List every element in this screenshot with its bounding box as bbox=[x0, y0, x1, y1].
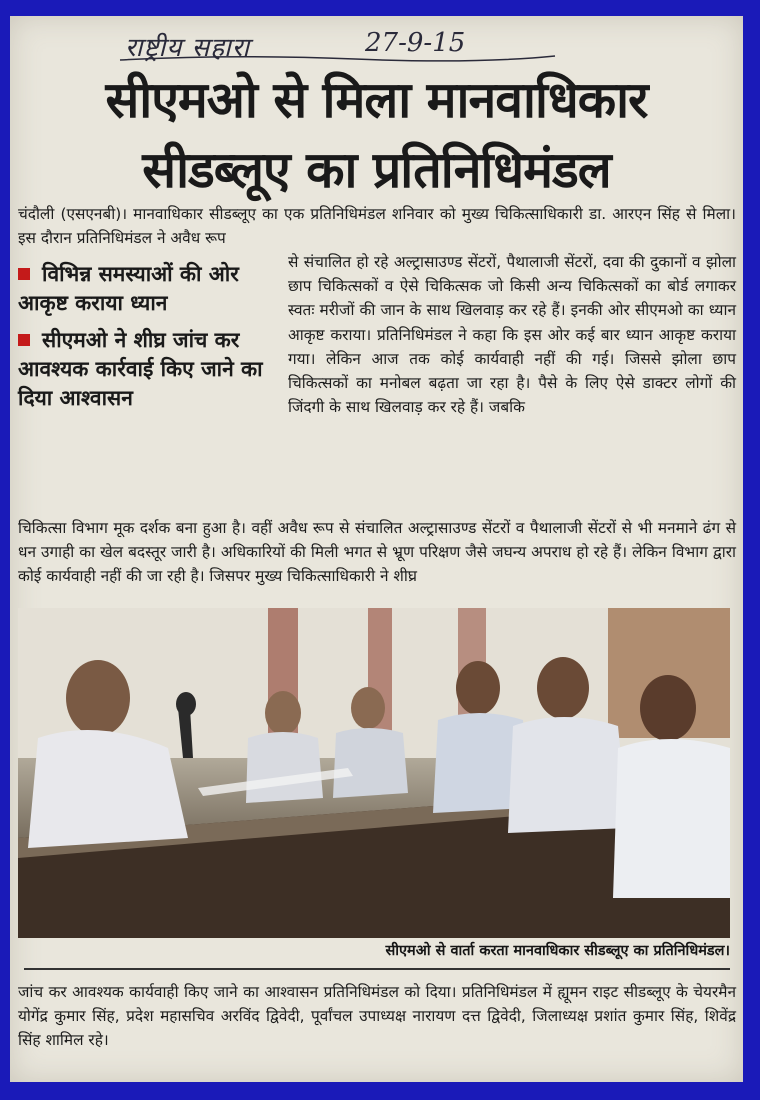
article-tail bbox=[18, 980, 736, 1053]
column-paragraph: से संचालित हो रहे अल्ट्रासाउण्ड सेंटरों, पैथालाजी सेंटरों, दवा की दुकानों व झोला छाप चिकित्सकों व ऐसे चिकित्सक जो किसी अन्य चिकित्सकों का बोर्ड लगाकर स्वतः मरीजों की जान के साथ खिलवाड़ कर रहे हैं। इनकी ओर सीएमओ का ध्यान आकृष्ट कराया। प्रतिनिधिमंडल ने कहा कि इस ओर कई बार ध्यान आकृष्ट कराया गया। लेकिन आज तक कोई कार्यवाही नहीं की गई। जिससे झोला छाप चिकित्सकों का मनोबल बढ़ता जा रहा है। पैसे के लिए ऐसे डाक्टर लोगों की जिंदगी के साथ खिलवाड़ कर रहे हैं। जबकि bbox=[288, 253, 736, 417]
handwritten-note bbox=[115, 26, 575, 66]
highlight-text: सीएमओ ने शीघ्र जांच कर आवश्यक कार्रवाई किए जाने का दिया आश्वासन bbox=[18, 328, 263, 410]
article-column bbox=[288, 250, 736, 419]
news-photo bbox=[18, 608, 730, 938]
highlight-item bbox=[18, 326, 280, 413]
lead-paragraph: चंदौली (एसएनबी)। मानवाधिकार सीडब्लूए का एक प्रतिनिधिमंडल शनिवार को मुख्य चिकित्साधिकारी डा. आरएन सिंह से मिला। इस दौरान प्रतिनिधिमंडल ने अवैध रूप bbox=[18, 205, 736, 248]
highlight-text: विभिन्न समस्याओं की ओर आकृष्ट कराया ध्यान bbox=[18, 262, 239, 315]
highlight-item bbox=[18, 260, 280, 318]
highlights-box bbox=[18, 260, 280, 421]
red-square-bullet-icon bbox=[18, 334, 30, 346]
meeting-scene-illustration bbox=[18, 608, 730, 938]
tail-paragraph: जांच कर आवश्यक कार्यवाही किए जाने का आश्वासन प्रतिनिधिमंडल को दिया। प्रतिनिधिमंडल में ह्यूमन राइट सीडब्लूए के चेयरमैन योगेंद्र कुमार सिंह, प्रदेश महासचिव अरविंद द्विवेदी, पूर्वांचल उपाध्यक्ष नारायण दत्त द्विवेदी, जिलाध्यक्ष प्रशांत कुमार सिंह, शिवेंद्र सिंह शामिल रहे। bbox=[18, 983, 736, 1050]
handwritten-date: 27-9-15 bbox=[365, 28, 466, 58]
handwritten-publication: राष्ट्रीय सहारा bbox=[125, 33, 251, 63]
newspaper-clipping bbox=[10, 16, 743, 1082]
article-lead bbox=[18, 202, 736, 250]
headline-line-1: सीएमओ से मिला मानवाधिकार bbox=[105, 71, 648, 129]
red-square-bullet-icon bbox=[18, 268, 30, 280]
article-continued bbox=[18, 516, 736, 589]
continued-paragraph: चिकित्सा विभाग मूक दर्शक बना हुआ है। वहीं अवैध रूप से संचालित अल्ट्रासाउण्ड सेंटरों व पैथालाजी सेंटरों से भी मनमाने ढंग से धन उगाही का खेल बदस्तूर जारी है। अधिकारियों की मिली भगत से भ्रूण परिक्षण जैसे जघन्य अपराध हो रहे हैं। लेकिन विभाग द्वारा कोई कार्यवाही नहीं की जा रही है। जिसपर मुख्य चिकित्साधिकारी ने शीघ्र bbox=[18, 519, 736, 586]
caption-divider bbox=[24, 968, 730, 970]
photo-caption: सीएमओ से वार्ता करता मानवाधिकार सीडब्लूए का प्रतिनिधिमंडल। bbox=[385, 943, 730, 959]
headline-line-2: सीडब्लूए का प्रतिनिधिमंडल bbox=[142, 141, 611, 199]
